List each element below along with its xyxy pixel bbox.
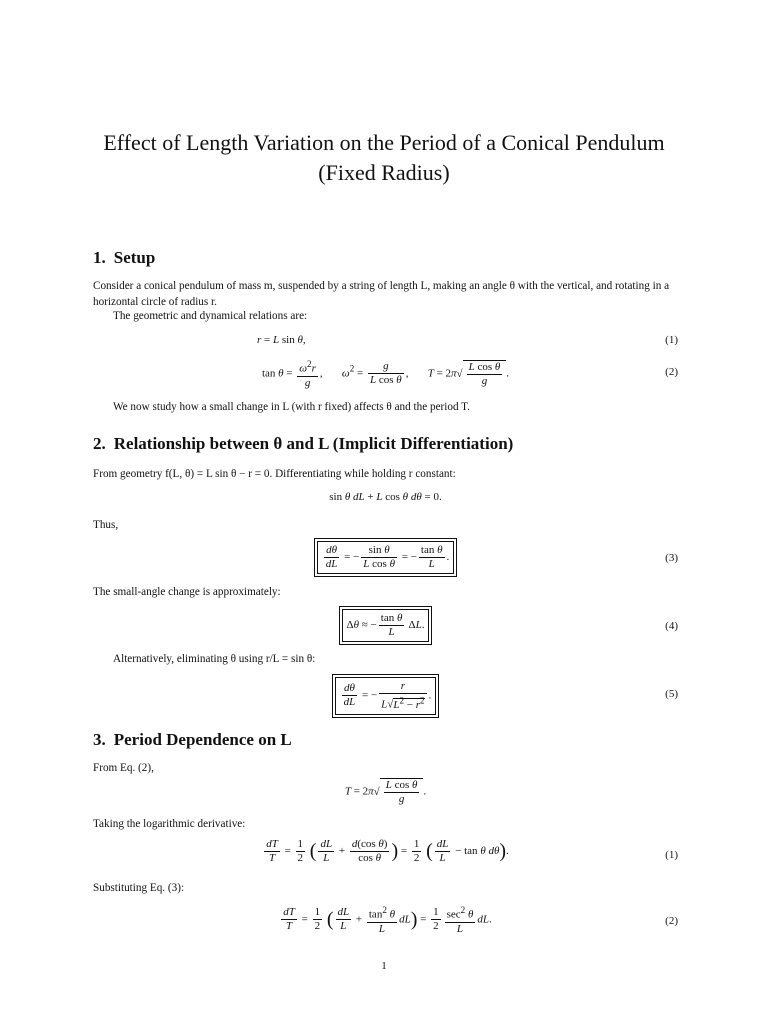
equation-period: T = 2π√ $\frac{\text{L cos θ}}{g}$ . [344, 779, 427, 805]
paragraph-relations: The geometric and dynamical relations are: [113, 310, 308, 322]
equation-6: $\frac{dT}{T}$ = $\frac{1}{2}$ ( $\frac{dL}{L}$ + $\frac{\text{d(cos θ)}}{\text{cos θ}}$ ) = $\frac{1}{2}$ ( $\frac{dL}{L}$ − tan θ dθ). (1) [266, 838, 678, 864]
page-number: 1 [381, 960, 387, 972]
paragraph-setup: Consider a conical pendulum of mass m, suspended by a string of length L, making an angle θ with the vertical, and rotating in a horizontal circle of radius r. [93, 280, 670, 308]
paragraph-thus: Thus, [93, 519, 119, 531]
section-heading-relationship: 2. Relationship between θ and L (Implicit Differentiation) [93, 434, 514, 453]
paragraph-substituting: Substituting Eq. (3): [93, 882, 185, 894]
paper-title [60, 128, 708, 188]
title-line-2: (Fixed Radius) [318, 160, 450, 185]
equation-2: tan θ = $\frac{\omega^2r}{g}$ , $\omega^2$ = $\frac{g}{\text{L cos θ}}$ , T = 2π√ $\frac{\text{L cos θ}}{g}$ . (2) [261, 359, 678, 389]
equation-1: r = L sin θ, (1) [257, 334, 678, 346]
equation-3: $\frac{d\theta}{dL}$ = − $\frac{\text{sin θ}}{\text{L cos θ}}$ = − $\frac{\text{tan θ}}{L}$ . (3) [93, 541, 678, 577]
paragraph-geometry: From geometry f(L, θ) = L sin θ − r = 0. Differentiating while holding r constant: [93, 468, 456, 480]
equation-4: Δθ ≈ − $\frac{\text{tan θ}}{L}$ ΔL. (4) [93, 609, 678, 645]
paragraph-alternative: Alternatively, eliminating θ using r/L = sin θ: [113, 653, 316, 665]
equation-differential: sin θ dL + L cos θ dθ = 0. [329, 491, 442, 503]
equation-5: $\frac{d\theta}{dL}$ = − $\frac{r}{L√L^2 - r^2}$ . (5) [93, 677, 678, 715]
paragraph-from-eq: From Eq. (2), [93, 762, 154, 774]
paragraph-small-angle: The small-angle change is approximately: [93, 586, 281, 598]
section-heading-setup: 1. Setup [93, 248, 156, 267]
equation-7: $\frac{dT}{T}$ = $\frac{1}{2}$ ( $\frac{dL}{L}$ + $\frac{\tan^2 \theta}{L}$ dL) = $\frac{1}{2}$ $\frac{\sec^2 \theta}{L}$ dL. (2) [283, 905, 678, 935]
section-heading-period: 3. Period Dependence on L [93, 730, 292, 749]
paragraph-log-derivative: Taking the logarithmic derivative: [93, 818, 246, 830]
paragraph-study: We now study how a small change in L (with r fixed) affects θ and the period T. [113, 401, 470, 413]
title-line-1: Effect of Length Variation on the Period of a Conical Pendulum [103, 130, 665, 155]
